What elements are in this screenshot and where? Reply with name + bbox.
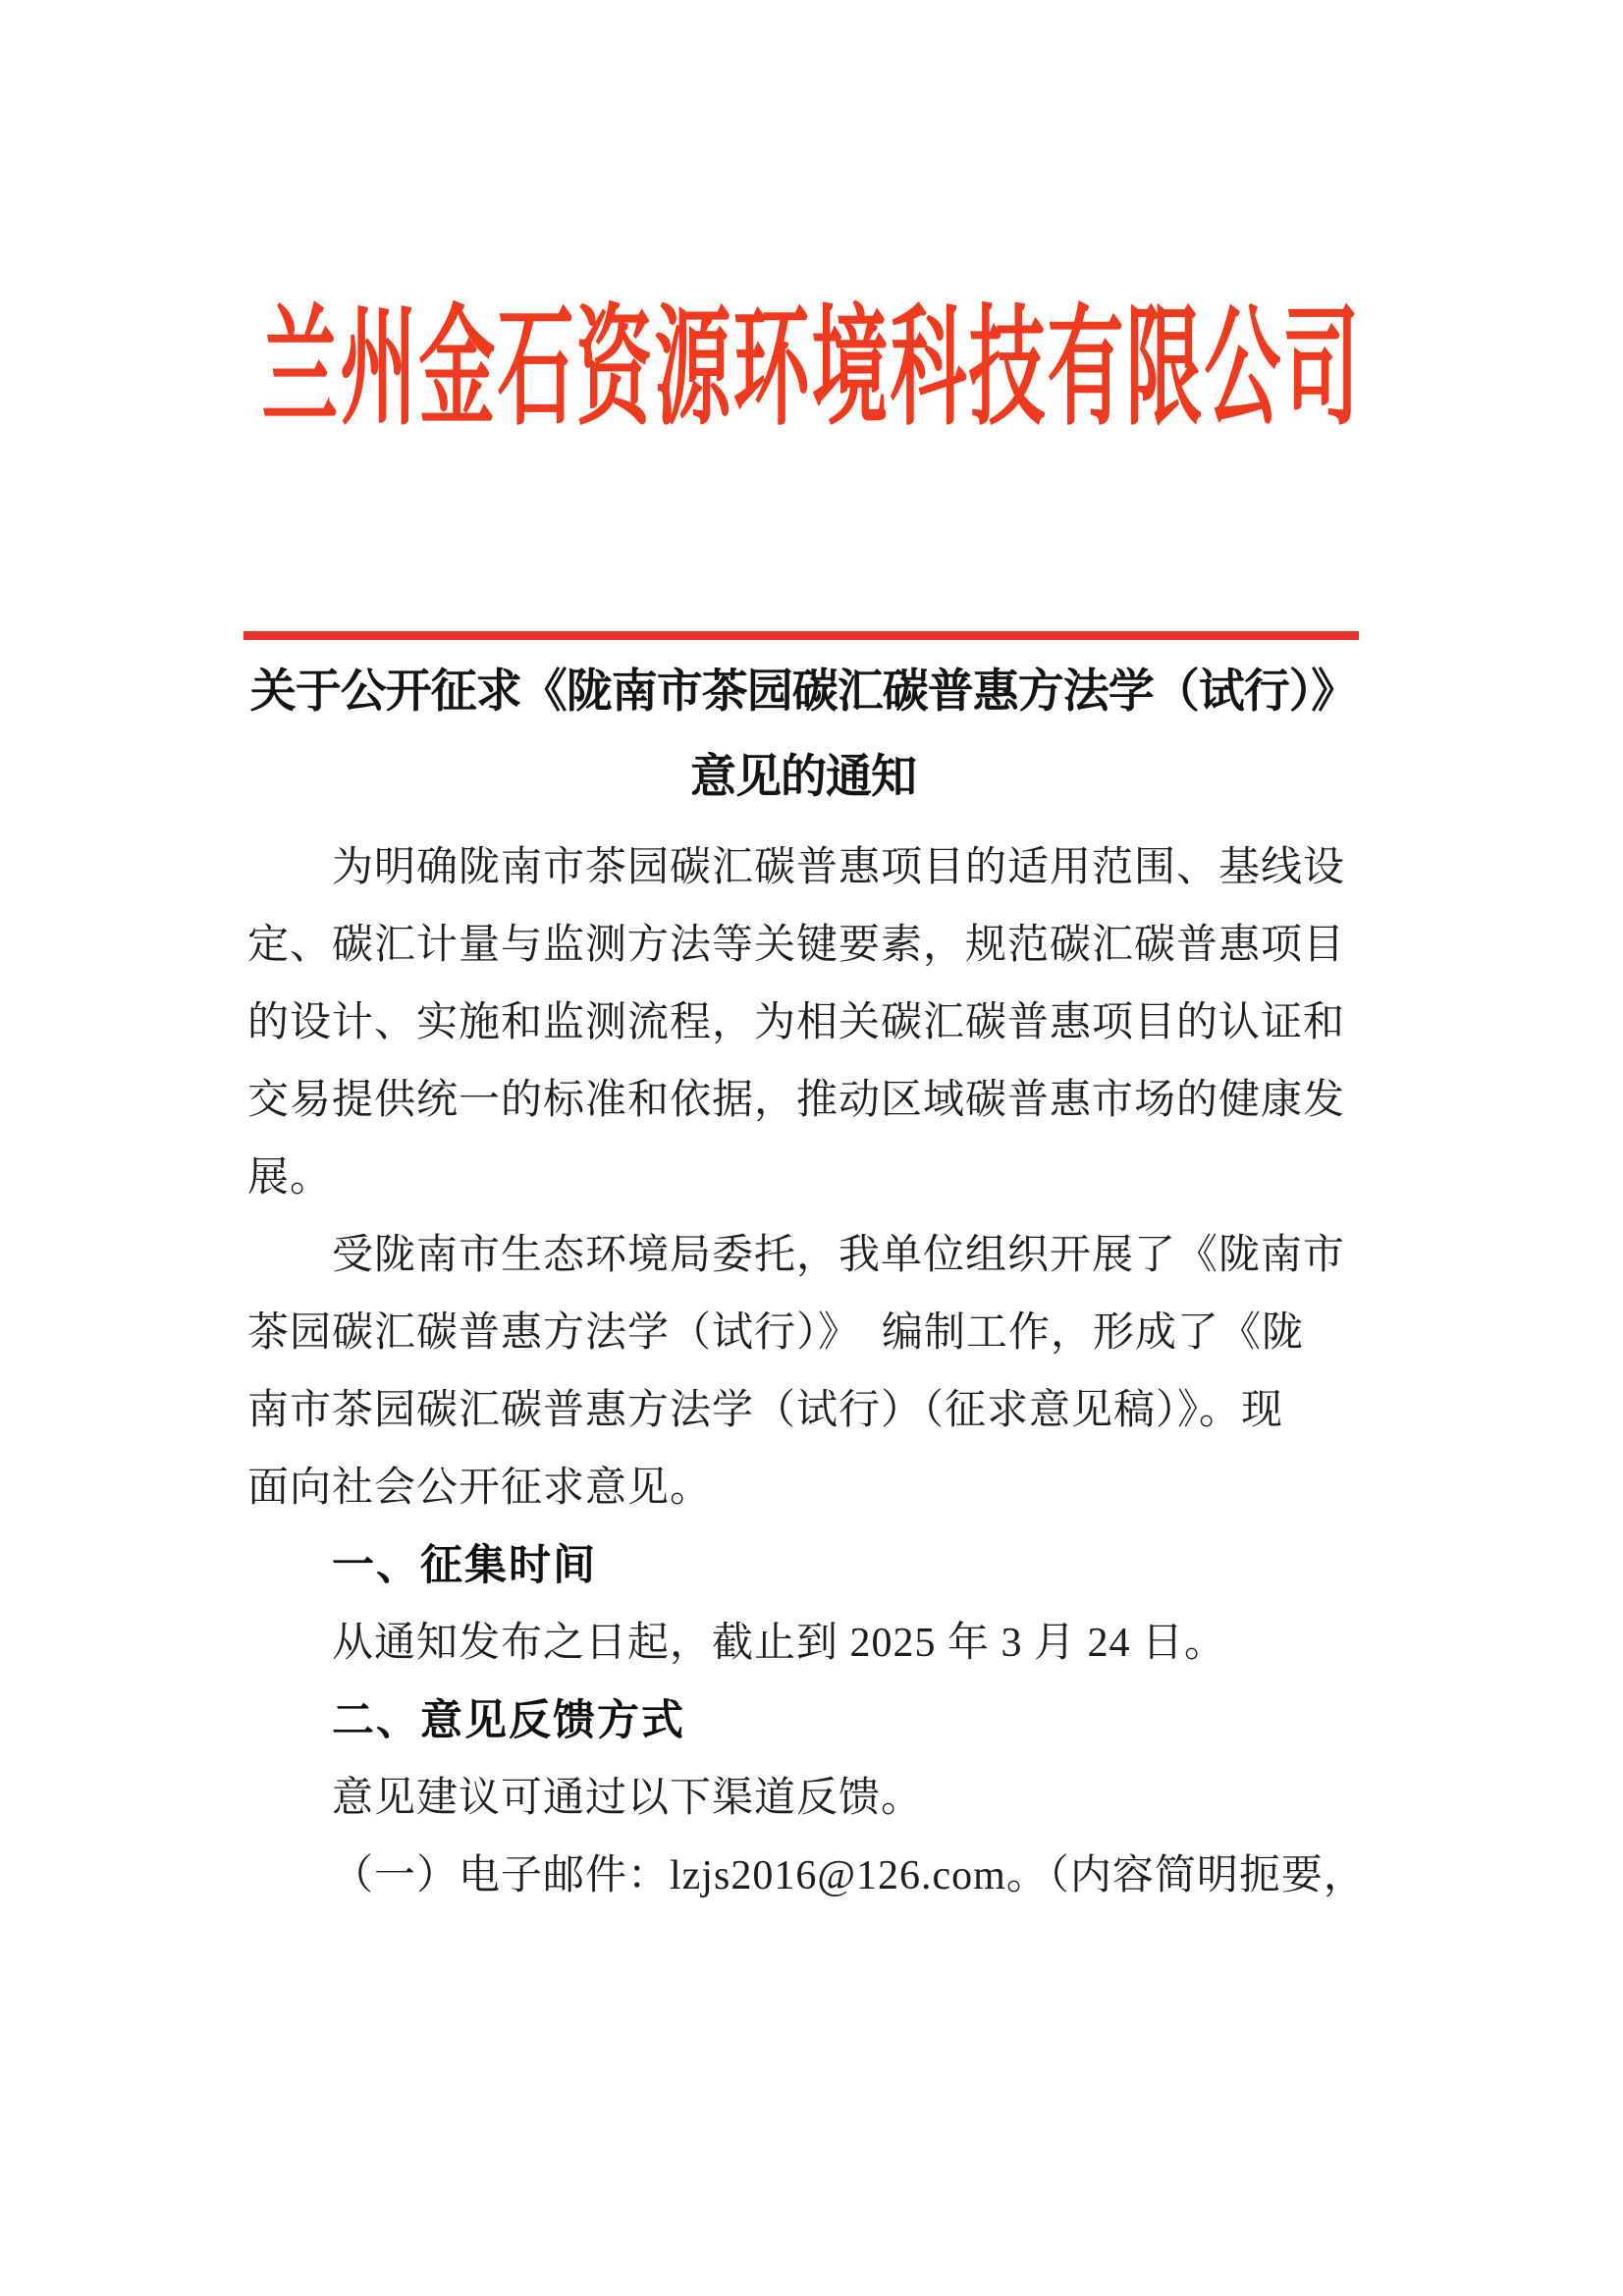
- body-line: 茶园碳汇碳普惠方法学（试行）》 编制工作，形成了《陇: [247, 1310, 1305, 1356]
- body-line: 南市茶园碳汇碳普惠方法学（试行）（征求意见稿）》。现: [247, 1388, 1284, 1433]
- body-line: 从通知发布之日起，截止到 2025 年 3 月 24 日。: [332, 1621, 1227, 1666]
- title-line-1: 关于公开征求《陇南市茶园碳汇碳普惠方法学（试行）》: [249, 667, 1357, 718]
- body-line: 面向社会公开征求意见。: [247, 1466, 713, 1511]
- body-line: 定、碳汇计量与监测方法等关键要素，规范碳汇碳普惠项目: [247, 923, 1346, 968]
- body-line: 意见建议可通过以下渠道反馈。: [332, 1776, 924, 1821]
- red-divider-rule: [243, 631, 1359, 640]
- body-line: 为明确陇南市茶园碳汇碳普惠项目的适用范围、基线设: [332, 845, 1346, 890]
- body-line: 的设计、实施和监测流程，为相关碳汇碳普惠项目的认证和: [247, 1000, 1346, 1045]
- company-header: 兰州金石资源环境科技有限公司: [261, 295, 1362, 442]
- document-body: [247, 829, 1367, 1915]
- title-line-2: 意见的通知: [690, 752, 916, 803]
- notice-title: [245, 650, 1361, 821]
- email-line: （一）电子邮件：lzjs2016@126.com。（内容简明扼要，: [332, 1853, 1366, 1898]
- body-line: 受陇南市生态环境局委托，我单位组织开展了《陇南市: [332, 1233, 1346, 1278]
- section-heading-collection-time: 一、征集时间: [332, 1542, 597, 1589]
- body-line: 展。: [247, 1155, 333, 1201]
- section-heading-feedback-method: 二、意见反馈方式: [332, 1697, 685, 1744]
- body-line: 交易提供统一的标准和依据，推动区域碳普惠市场的健康发: [247, 1078, 1346, 1123]
